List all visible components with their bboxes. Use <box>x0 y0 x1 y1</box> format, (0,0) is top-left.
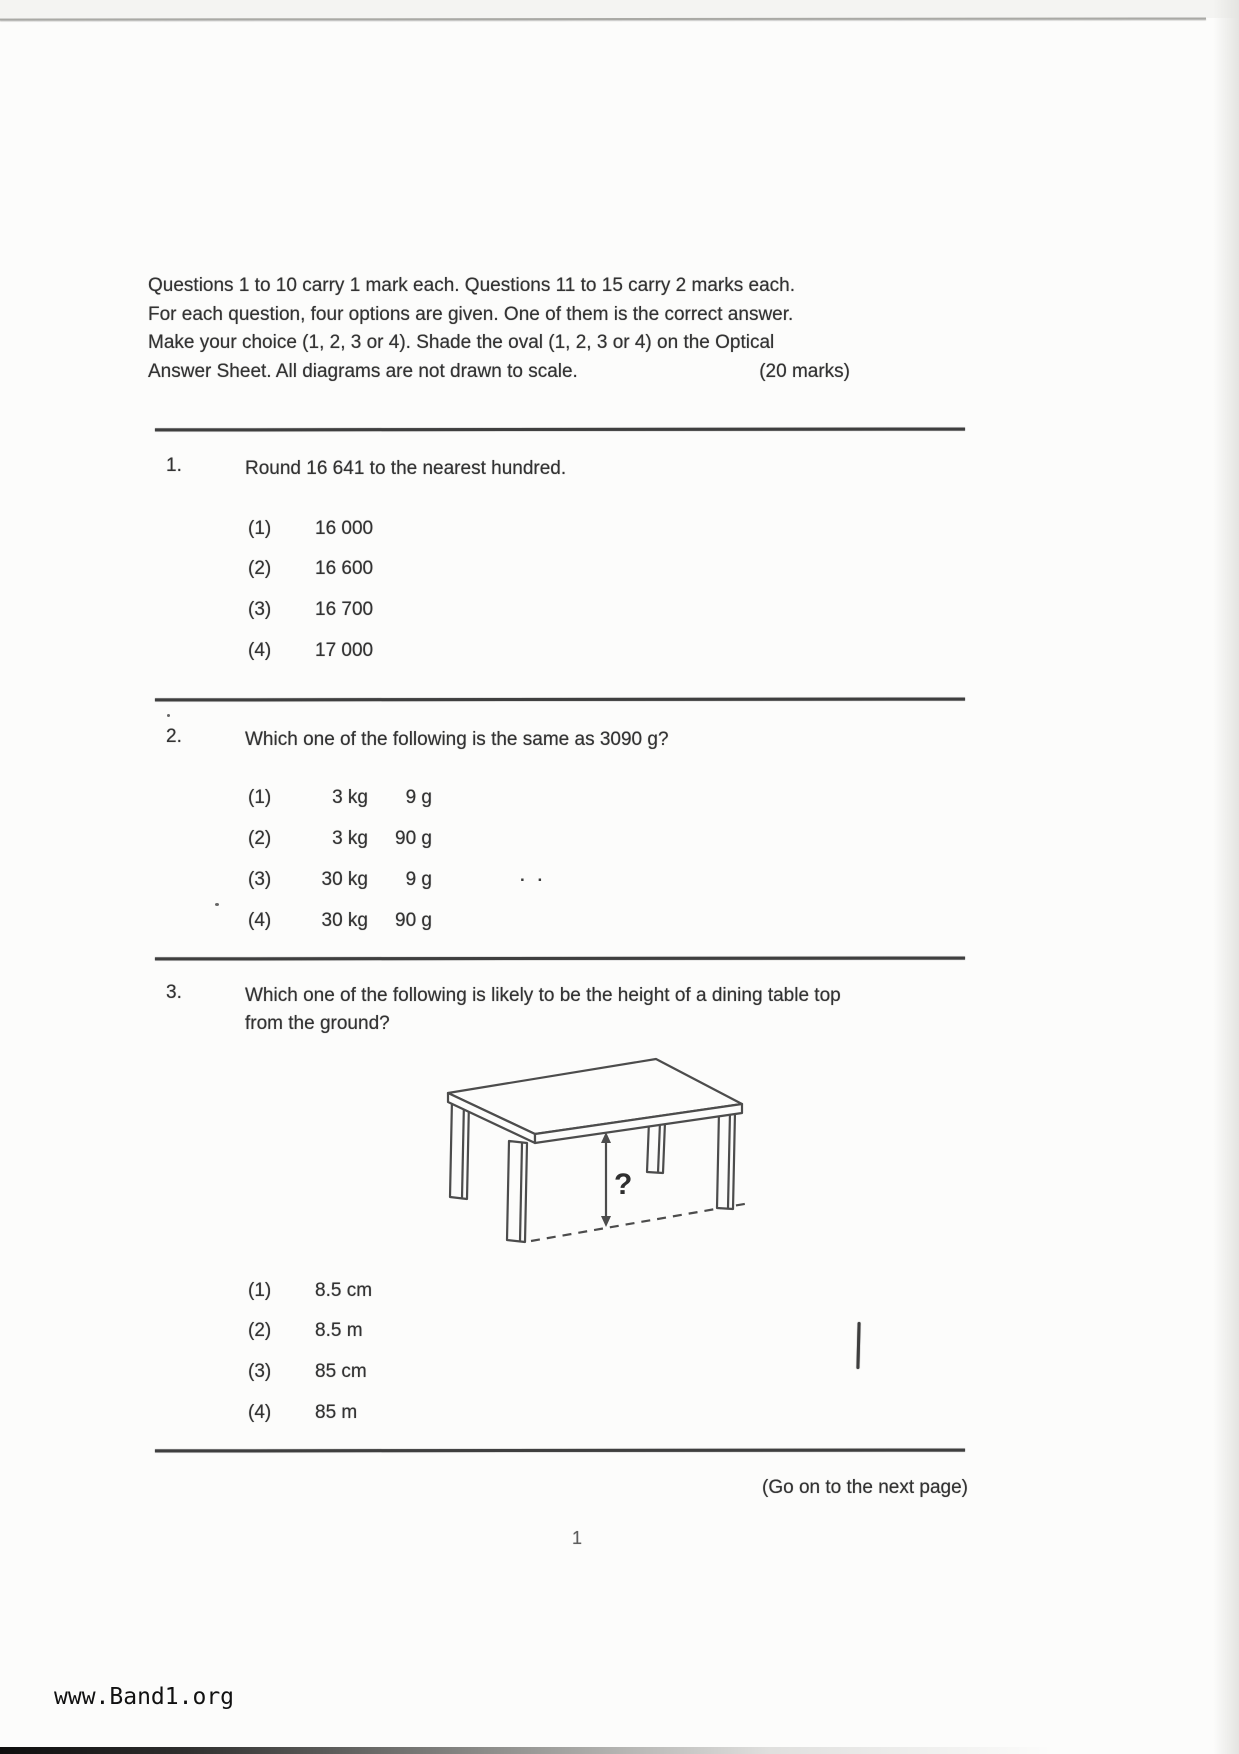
question-3-option-1 <box>248 1280 372 1302</box>
option-label: (4) <box>248 1402 272 1423</box>
section-divider <box>155 1449 965 1453</box>
option-label: (2) <box>248 828 272 849</box>
question-3-text <box>245 982 841 1038</box>
question-1-text: Round 16 641 to the nearest hundred. <box>245 458 567 479</box>
option-g-value: 9 g <box>405 787 432 808</box>
option-label: (4) <box>248 640 272 661</box>
option-value: 8.5 m <box>315 1320 363 1341</box>
table-leg-front-right <box>717 1111 735 1209</box>
section-divider <box>155 428 965 432</box>
scan-stray-dots: . . <box>520 866 547 885</box>
instructions-line: Make your choice (1, 2, 3 or 4). Shade the oval (1, 2, 3 or 4) on the Optical <box>148 332 775 353</box>
height-arrow-head-bottom <box>601 1216 611 1227</box>
option-value: 85 m <box>315 1402 358 1423</box>
dining-table-diagram <box>398 1042 798 1272</box>
question-3-option-3 <box>248 1361 367 1383</box>
instructions-line: For each question, four options are given. One of them is the correct answer. <box>148 303 794 325</box>
watermark-url: www.Band1.org <box>54 1684 235 1710</box>
option-label: (3) <box>248 869 272 890</box>
option-value: 16 700 <box>315 599 374 620</box>
option-label: (1) <box>248 1280 272 1301</box>
scan-speck <box>167 714 170 717</box>
page-number: 1 <box>572 1528 583 1548</box>
option-kg-value: 30 kg <box>321 869 368 890</box>
total-marks: (20 marks) <box>759 360 850 382</box>
scan-bottom-strip <box>0 1747 1239 1754</box>
question-2-option-4 <box>248 910 432 932</box>
stray-pen-mark <box>856 1322 860 1369</box>
scan-right-edge-shading <box>1213 0 1239 1754</box>
section-divider <box>155 698 965 702</box>
option-kg-value: 3 kg <box>332 787 368 808</box>
question-2-option-3 <box>248 869 432 891</box>
option-value: 16 000 <box>315 518 374 539</box>
option-value: 8.5 cm <box>315 1280 373 1301</box>
question-2-text: Which one of the following is the same as 3090 g? <box>245 729 669 750</box>
question-3-number: 3. <box>166 982 182 1003</box>
footer-note: (Go on to the next page) <box>762 1477 968 1498</box>
instructions-line-text: Answer Sheet. All diagrams are not drawn to scale. <box>148 360 578 382</box>
question-1-option-2 <box>248 558 373 580</box>
height-question-mark-label: ? <box>614 1168 633 1201</box>
option-label: (1) <box>248 787 272 808</box>
question-2-option-2 <box>248 828 432 850</box>
instructions-line: Questions 1 to 10 carry 1 mark each. Questions 11 to 15 carry 2 marks each. <box>148 275 796 296</box>
question-1-option-1 <box>248 518 373 540</box>
option-g-value: 9 g <box>405 869 432 890</box>
table-leg-back-right <box>647 1121 665 1173</box>
question-3-text-line1: Which one of the following is likely to be the height of a dining table top <box>245 985 841 1006</box>
section-divider <box>155 957 965 961</box>
question-1-number: 1. <box>166 455 182 476</box>
question-3-option-2 <box>248 1320 363 1342</box>
option-label: (3) <box>248 1361 272 1382</box>
option-label: (2) <box>248 558 272 579</box>
option-label: (4) <box>248 910 272 931</box>
option-label: (1) <box>248 518 272 539</box>
question-1-option-4 <box>248 640 373 662</box>
option-value: 17 000 <box>315 640 374 661</box>
instructions-line <box>148 358 850 387</box>
question-2-option-1 <box>248 787 432 809</box>
question-2-number: 2. <box>166 726 182 747</box>
option-kg-value: 3 kg <box>332 828 368 849</box>
option-label: (2) <box>248 1320 272 1341</box>
option-g-value: 90 g <box>395 910 432 931</box>
option-g-value: 90 g <box>395 828 432 849</box>
scan-speck <box>215 903 219 906</box>
scan-top-line <box>0 17 1206 20</box>
table-leg-front-left <box>507 1141 527 1242</box>
option-value: 16 600 <box>315 558 374 579</box>
question-1-option-3 <box>248 599 373 621</box>
question-3-option-4 <box>248 1402 357 1424</box>
option-label: (3) <box>248 599 272 620</box>
option-value: 85 cm <box>315 1361 367 1382</box>
scan-top-band <box>0 0 1239 18</box>
table-leg-back-left <box>450 1099 469 1199</box>
instructions-block <box>148 272 850 386</box>
question-3-text-line2: from the ground? <box>245 1013 390 1034</box>
option-kg-value: 30 kg <box>321 910 368 931</box>
